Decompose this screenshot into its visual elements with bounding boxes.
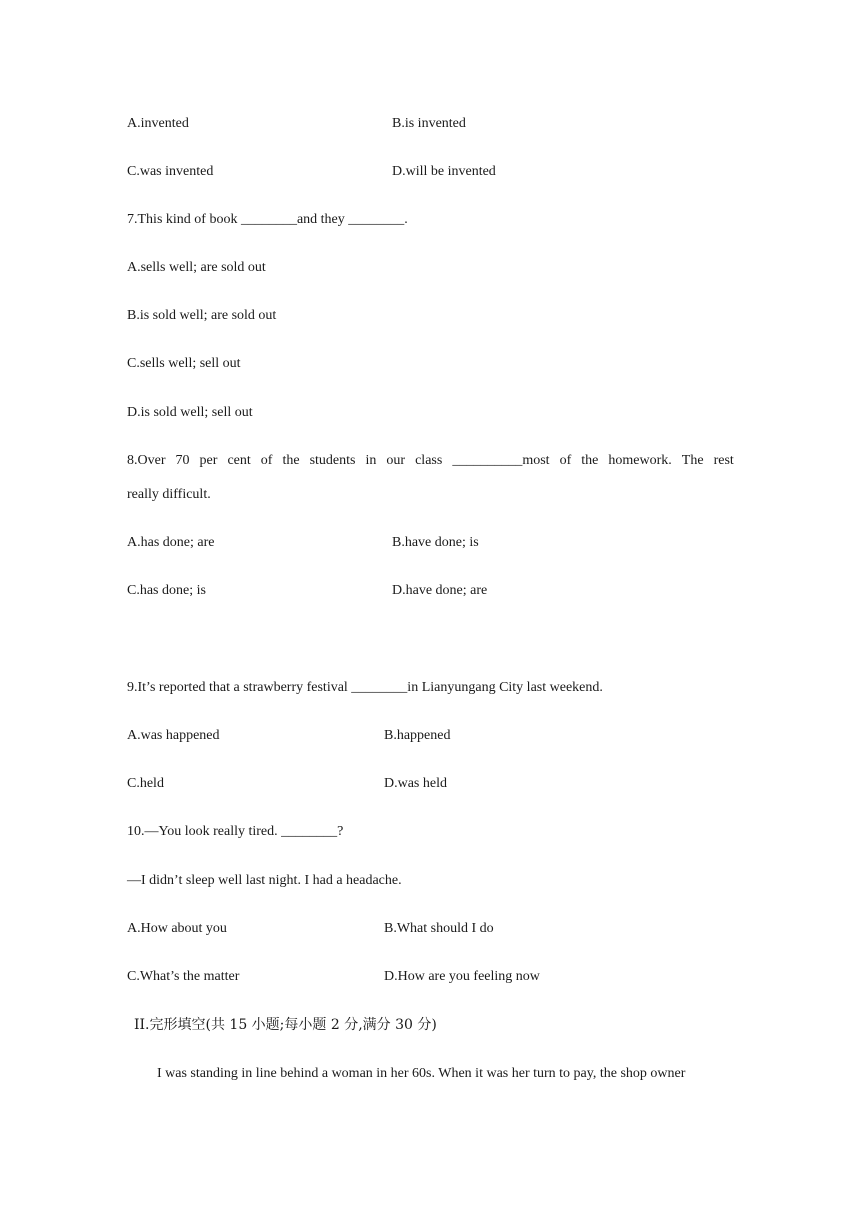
passage-first-line: I was standing in line behind a woman in her 60s. When it was her turn to pay, the shop owner	[157, 1066, 686, 1081]
q8-stem-word: of	[260, 453, 273, 468]
q8-stem-word: per	[199, 453, 218, 468]
q6-option-b: B.is invented	[392, 116, 466, 131]
q8-option-d: D.have done; are	[392, 583, 488, 598]
q8-option-c: C.has done; is	[127, 583, 206, 598]
q8-stem-word: our	[386, 453, 406, 468]
q10-option-c: C.What’s the matter	[127, 969, 240, 984]
q9-option-c: C.held	[127, 776, 164, 791]
q6-option-a: A.invented	[127, 116, 189, 131]
q8-stem-word: of	[559, 453, 572, 468]
q7-option-d: D.is sold well; sell out	[127, 405, 253, 420]
q8-stem	[127, 452, 734, 470]
q8-stem-word: students	[309, 453, 356, 468]
q9-option-a: A.was happened	[127, 728, 220, 743]
q8-option-a: A.has done; are	[127, 535, 215, 550]
q8-stem-word: rest	[713, 453, 734, 468]
q10-stem: 10.—You look really tired. ________?	[127, 824, 344, 839]
q9-option-b: B.happened	[384, 728, 451, 743]
q8-stem-word: the	[282, 453, 300, 468]
q9-stem: 9.It’s reported that a strawberry festival ________in Lianyungang City last weekend.	[127, 680, 603, 695]
q7-option-a: A.sells well; are sold out	[127, 260, 266, 275]
q10-option-a: A.How about you	[127, 921, 227, 936]
q10-option-b: B.What should I do	[384, 921, 494, 936]
q7-option-b: B.is sold well; are sold out	[127, 308, 277, 323]
q10-option-d: D.How are you feeling now	[384, 969, 540, 984]
q8-stem-word: homework.	[608, 453, 672, 468]
q8-stem-word: The	[681, 453, 704, 468]
q6-option-d: D.will be invented	[392, 164, 496, 179]
q8-stem-word: __________most	[452, 453, 550, 468]
q8-stem-word: 70	[175, 453, 190, 468]
q7-option-c: C.sells well; sell out	[127, 356, 241, 371]
q6-option-c: C.was invented	[127, 164, 214, 179]
q7-stem: 7.This kind of book ________and they ________.	[127, 212, 408, 227]
q8-stem-word: 8.Over	[127, 453, 166, 468]
q8-option-b: B.have done; is	[392, 535, 479, 550]
q8-stem-word: class	[415, 453, 443, 468]
q9-option-d: D.was held	[384, 776, 447, 791]
section-heading: II.完形填空(共 15 小题;每小题 2 分,满分 30 分)	[134, 1017, 437, 1033]
q8-stem-word: in	[365, 453, 377, 468]
q8-stem-continuation: really difficult.	[127, 487, 211, 502]
q10-reply: —I didn’t sleep well last night. I had a headache.	[127, 873, 402, 888]
q8-stem-word: cent	[227, 453, 251, 468]
q8-stem-word: the	[581, 453, 599, 468]
